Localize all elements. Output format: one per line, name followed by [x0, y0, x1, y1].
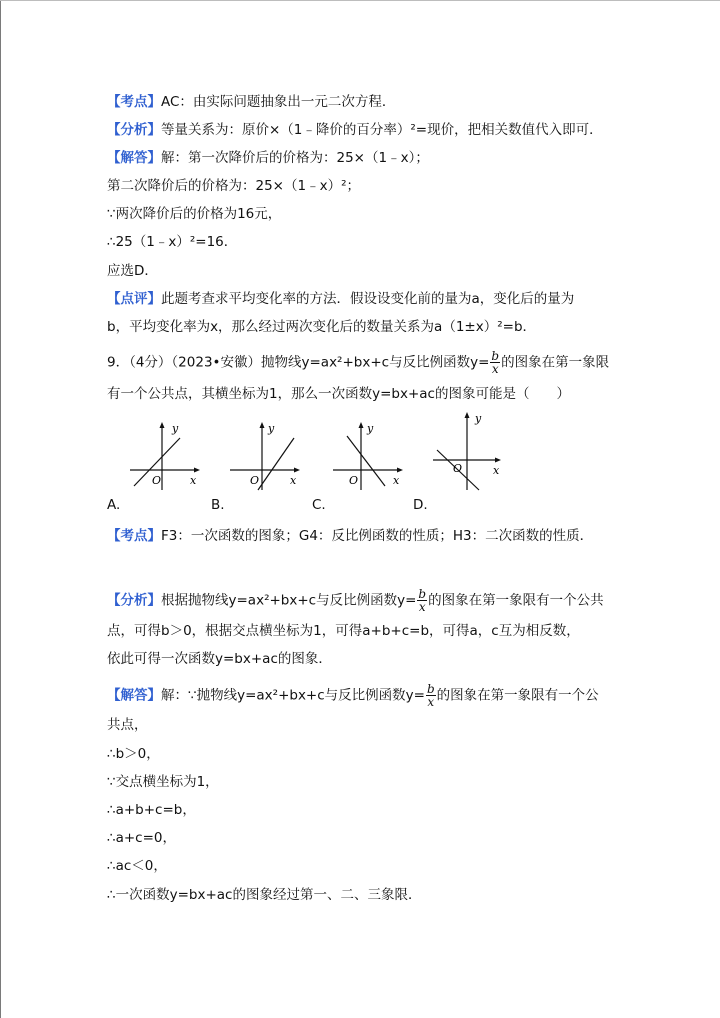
fraction-b-over-x	[426, 683, 436, 708]
question-9	[107, 350, 609, 375]
y-axis-label: y	[172, 422, 179, 435]
tag-fenxi-2: 【分析】	[107, 592, 161, 609]
y-axis-label: y	[268, 422, 275, 435]
option-a-label: A.	[107, 497, 121, 513]
jieda-2-line-5: ∴a+b+c=b，	[107, 802, 196, 818]
para-kaodian-2	[107, 527, 593, 545]
fraction-b-over-x	[490, 350, 500, 375]
page-border-left	[0, 0, 1, 1018]
tag-kaodian-2: 【考点】	[107, 528, 161, 544]
fenxi-2-line-3: 依此可得一次函数y=bx+ac的图象．	[107, 651, 332, 667]
jieda-2-text-a: 解：∵抛物线y=ax²+bx+c与反比例函数y=	[161, 687, 425, 704]
y-axis-label: y	[475, 412, 482, 425]
graph-option-b	[230, 420, 302, 492]
jieda-text: 解：第一次降价后的价格为：25×（1﹣x）；	[161, 150, 429, 166]
x-axis-label: x	[393, 474, 400, 487]
fenxi-2-line-2: 点，可得b＞0，根据交点横坐标为1，可得a+b+c=b，可得a，c互为相反数，	[107, 623, 580, 639]
para-kaodian	[107, 93, 395, 111]
kaodian-text: AC：由实际问题抽象出一元二次方程．	[161, 94, 396, 110]
graph-option-c	[333, 420, 405, 492]
page-border-top	[0, 0, 720, 1]
graph-option-d	[433, 408, 505, 492]
fraction-numerator: b	[426, 682, 435, 696]
question-9-text-a: 9．（4分）（2023•安徽）抛物线y=ax²+bx+c与反比例函数y=	[107, 354, 490, 371]
origin-label: O	[453, 462, 463, 475]
question-9-line-2: 有一个公共点，其横坐标为1，那么一次函数y=bx+ac的图象可能是（ ）	[107, 386, 570, 402]
para-fenxi	[107, 121, 603, 139]
x-axis-label: x	[190, 474, 197, 487]
jieda-2-text-b: 的图象在第一象限有一个公	[436, 687, 599, 704]
fenxi-text: 等量关系为：原价×（1﹣降价的百分率）²=现价，把相关数值代入即可．	[161, 122, 603, 138]
kaodian-2-text: F3：一次函数的图象；G4：反比例函数的性质；H3：二次函数的性质．	[161, 528, 594, 544]
jieda-2-line-6: ∴a+c=0，	[107, 830, 176, 846]
option-b-label: B.	[211, 497, 225, 513]
fraction-denominator: x	[491, 362, 499, 376]
jieda-2-line-8: ∴一次函数y=bx+ac的图象经过第一、二、三象限．	[107, 887, 422, 903]
origin-label: O	[152, 474, 162, 487]
option-d-label: D.	[413, 497, 428, 513]
solution-line-4: ∴25（1﹣x）²=16．	[107, 234, 238, 250]
option-c-label: C.	[312, 497, 326, 513]
fraction-b-over-x	[417, 588, 427, 613]
solution-line-2: 第二次降价后的价格为：25×（1﹣x）²；	[107, 178, 360, 194]
tag-jieda: 【解答】	[107, 150, 161, 166]
question-9-text-b: 的图象在第一象限	[501, 354, 610, 371]
graph-option-a	[130, 420, 202, 492]
para-jieda-2	[107, 683, 599, 708]
fraction-denominator: x	[418, 600, 426, 614]
fenxi-2-text-b: 的图象在第一象限有一个公共	[428, 592, 604, 609]
tag-dianping: 【点评】	[107, 291, 161, 307]
fenxi-2-text-a: 根据抛物线y=ax²+bx+c与反比例函数y=	[161, 592, 417, 609]
tag-kaodian: 【考点】	[107, 94, 161, 110]
jieda-2-line-7: ∴ac＜0，	[107, 858, 167, 874]
dianping-text: 此题考查求平均变化率的方法．假设设变化前的量为a，变化后的量为	[161, 291, 575, 307]
origin-label: O	[349, 474, 359, 487]
jieda-2-line-2: 共点，	[107, 717, 148, 733]
x-axis-label: x	[290, 474, 297, 487]
answer-line: 应选D．	[107, 263, 158, 279]
fraction-numerator: b	[491, 349, 500, 363]
line-graph	[258, 438, 294, 490]
jieda-2-line-4: ∵交点横坐标为1，	[107, 774, 219, 790]
jieda-2-line-3: ∴b＞0，	[107, 746, 160, 762]
y-axis-label: y	[367, 422, 374, 435]
solution-line-3: ∵两次降价后的价格为16元，	[107, 206, 282, 222]
tag-jieda-2: 【解答】	[107, 687, 161, 704]
para-fenxi-2	[107, 588, 604, 613]
origin-label: O	[250, 474, 260, 487]
para-dianping	[107, 290, 574, 308]
tag-fenxi: 【分析】	[107, 122, 161, 138]
fraction-denominator: x	[427, 695, 435, 709]
para-jieda	[107, 149, 429, 167]
dianping-line-2: b，平均变化率为x，那么经过两次变化后的数量关系为a（1±x）²=b．	[107, 319, 537, 335]
fraction-numerator: b	[418, 587, 427, 601]
x-axis-label: x	[493, 464, 500, 477]
